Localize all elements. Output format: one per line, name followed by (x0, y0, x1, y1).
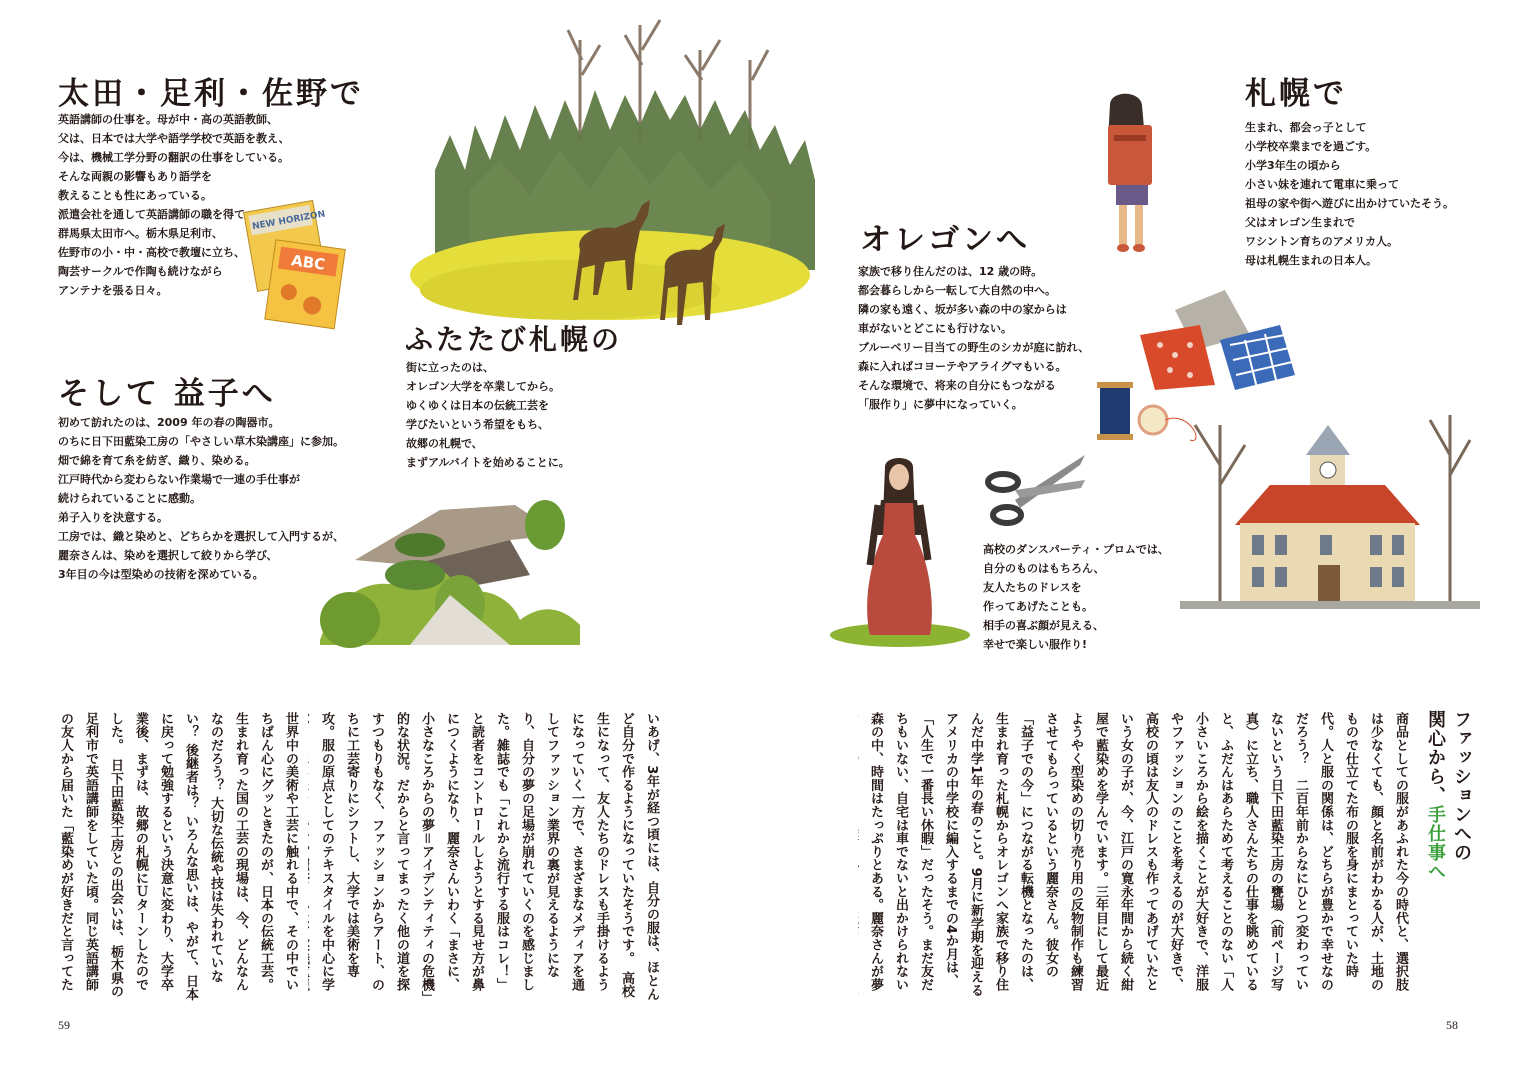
text-line: 小学3年生の頃から (1245, 159, 1341, 172)
heading-mashiko: そして 益子へ (58, 376, 276, 412)
text-line: 学びたいという希望をもち、 (406, 418, 549, 431)
text-line: 麗奈さんは、染めを選択して絞りから学び、 (58, 549, 278, 562)
text-line: 街に立ったのは、 (406, 361, 494, 374)
text-line: 今は、機械工学分野の翻訳の仕事をしている。 (58, 151, 289, 164)
text-line: 小さい妹を連れて電車に乗って (1245, 178, 1399, 191)
text-line: 弟子入りを決意する。 (58, 511, 168, 524)
text-line: そんな環境で、将来の自分にもつながる (858, 379, 1056, 392)
text-line: 畑で綿を育て糸を紡ぎ、織り、染める。 (58, 454, 256, 467)
text-line: 故郷の札幌で、 (406, 437, 483, 450)
text-line: 英語講師の仕事を。母が中・高の英語教師、 (58, 113, 278, 126)
text-line: 生まれ、都会っ子として (1245, 121, 1367, 134)
article-right-column-1: 商品としての服があふれた今の時代と、選択肢は少なくても、顔と名前がわかる人が、土地のもので仕立てた布の服を身にまとっていた時代。人と服の関係は、どちらが豊かで幸せなのだろう？ 二百年前からなにひとつ変わっていないという日下田藍染工房の甕場（前ページ写真）に立ち、職人さんたちの仕事を眺めていると、ふだんはあらためて考えることのない「人 (1218, 712, 1408, 992)
heading-futatabi: ふたたび札幌の (405, 323, 623, 356)
text-line: 工房では、織と染めと、どちらかを選択して入門するが、 (58, 530, 344, 543)
text-block-oregon (858, 262, 1089, 414)
text-line: アンテナを張る日々。 (58, 284, 168, 297)
page-number-right: 58 (1446, 1018, 1458, 1032)
text-line: 高校のダンスパーティ・プロムでは、 (983, 543, 1169, 556)
text-line: 3年目の今は型染めの技術を深めている。 (58, 568, 264, 581)
text-line: 母は札幌生まれの日本人。 (1245, 254, 1377, 267)
workshop-house-illustration (300, 495, 660, 655)
clock-tower-illustration (1180, 405, 1480, 620)
text-block-prom (983, 540, 1169, 654)
text-line: 陶芸サークルで作陶も続けながら (58, 265, 223, 278)
girl-backpack-illustration (1090, 85, 1170, 260)
text-line: 自分のものはもちろん、 (983, 562, 1105, 575)
page-number-left: 59 (58, 1018, 70, 1032)
text-line: 車がないとどこにも行けない。 (858, 322, 1012, 335)
scissors-illustration (985, 450, 1095, 530)
text-line: のちに日下田藍染工房の「やさしい草木染講座」に参加。 (58, 435, 344, 448)
text-line: 相手の喜ぶ顔が見える、 (983, 619, 1104, 632)
text-line: 家族で移り住んだのは、12 歳の時。 (858, 265, 1043, 278)
text-line: 教えることも性にあっている。 (58, 189, 212, 202)
text-block-ota (58, 110, 290, 300)
text-line: 森に入ればコヨーテやアライグマもいる。 (858, 360, 1067, 373)
text-line: そんな両親の影響もあり語学を (58, 170, 212, 183)
article-title-part3: 手仕事へ (1425, 805, 1446, 881)
article-title-part2: 関心から、 (1425, 710, 1446, 805)
text-line: 隣の家も遠く、坂が多い森の中の家からは (858, 303, 1067, 316)
article-title (1422, 710, 1474, 881)
text-block-futatabi (406, 358, 570, 472)
text-block-mashiko (58, 413, 344, 584)
article-left-column-2: 世界中の美術や工芸に触れる中で、その中でいちばん心にグッときたのが、日本の伝統工芸。生まれ育った国の工芸の現場は、今、どんなんなのだろう？ 大切な伝統や技は失われていない？ 後継者は？ いろんな思いは、やがて、日本に戻って勉強するという決意に変わり、大学卒業後、まずは、故郷の札幌にＵターンしたのでした。 日下田藍染工房との出会いは、栃木県の足利市で英語講師をしていた頃。同じ英語講師の友人から届いた「藍染めが好きだと言ってた (58, 712, 298, 1001)
text-line: ゆくゆくは日本の伝統工芸を (406, 399, 549, 412)
text-line: 群馬県太田市へ。栃木県足利市、 (58, 227, 223, 240)
woman-red-dress-illustration (825, 455, 975, 650)
text-line: 祖母の家や街へ遊びに出かけていたそう。 (1245, 197, 1454, 210)
text-line: 幸せで楽しい服作り! (983, 638, 1088, 651)
text-line: 初めて訪れたのは、2009 年の春の陶器市。 (58, 416, 280, 429)
text-block-sapporo (1245, 118, 1454, 270)
text-line: 父はオレゴン生まれで (1245, 216, 1355, 229)
text-line: 佐野市の小・中・高校で教壇に立ち、 (58, 246, 245, 259)
text-line: 続けられていることに感動。 (58, 492, 201, 505)
text-line: 小学校卒業までを過ごす。 (1245, 140, 1377, 153)
book2-label: ABC (290, 251, 327, 274)
text-line: 友人たちのドレスを (983, 581, 1082, 594)
text-line: 父は、日本では大学や語学学校で英語を教え、 (58, 132, 290, 145)
heading-ota: 太田・足利・佐野で (58, 76, 364, 112)
heading-sapporo: 札幌で (1245, 76, 1347, 112)
text-line: 「服作り」に夢中になっていく。 (858, 398, 1023, 411)
text-line: 作ってあげたことも。 (983, 600, 1093, 613)
article-left-column-1: いあげ、3年が経つ頃には、自分の服は、ほとんど自分で作るようになっていたそうです。 高校生になって、友人たちのドレスも手掛けるようになっていく一方で、さまざまなメディアを通してファッション業界の裏が見えるようになり、自分の夢の足場が崩れていくのを感じました。雑誌でも「これから流行する服はコレ！」と読者をコントロールしようとする見せ方が鼻につくようになり、麗奈さんいわく「まさに、小さなころからの夢＝アイデンティティの危機」的な状況。だからと言ってまったく他の道を探すつもりもなく、ファッションからアート、のちに工芸寄りにシフトし、大学では美術を専攻。服の原点としてのテキスタイルを中心に学 (319, 712, 659, 1001)
text-line: 派遣会社を通して英語講師の職を得て (58, 208, 245, 221)
text-line: ワシントン育ちのアメリカ人。 (1245, 235, 1398, 248)
text-line: 都会暮らしから一転して大自然の中へ。 (858, 284, 1056, 297)
book1-label: NEW HORIZON (251, 209, 327, 233)
heading-oregon: オレゴンへ (860, 222, 1030, 258)
text-line: ブルーベリー目当ての野生のシカが庭に訪れ、 (858, 341, 1090, 354)
text-line: オレゴン大学を卒業してから。 (406, 380, 560, 393)
text-line: 江戸時代から変わらない作業場で一連の手仕事が (58, 473, 300, 486)
article-right-column-2: 小さいころから絵を描くことが大好きで、洋服やファッションのことを考えるのが大好きで、高校の頃は友人のドレスも作ってあげていたという女の子が、今、江戸の寛永年間から続く紺屋で藍染めを学んでいます。三年目にして最近ようやく型染めの切り売り用の反物制作も練習させてもらっているという麗奈さん。彼女の「益子での今」につながる転機となったのは、生まれ育った札幌からオレゴンへ家族で移り住んだ中学1年の春のこと。9月に新学期を迎えるアメリカの中学校に編入するまでの4か月は、「人生で一番長い休暇」だったそう。まだ友だちもいない、自宅は車でないと出かけられない森の中、時間はたっぷりとある。麗奈さんが夢 (868, 712, 1208, 997)
text-line: まずアルバイトを始めることに。 (406, 456, 570, 469)
article-title-part1: ファッションへの (1451, 710, 1472, 862)
forest-deer-illustration (410, 20, 840, 340)
